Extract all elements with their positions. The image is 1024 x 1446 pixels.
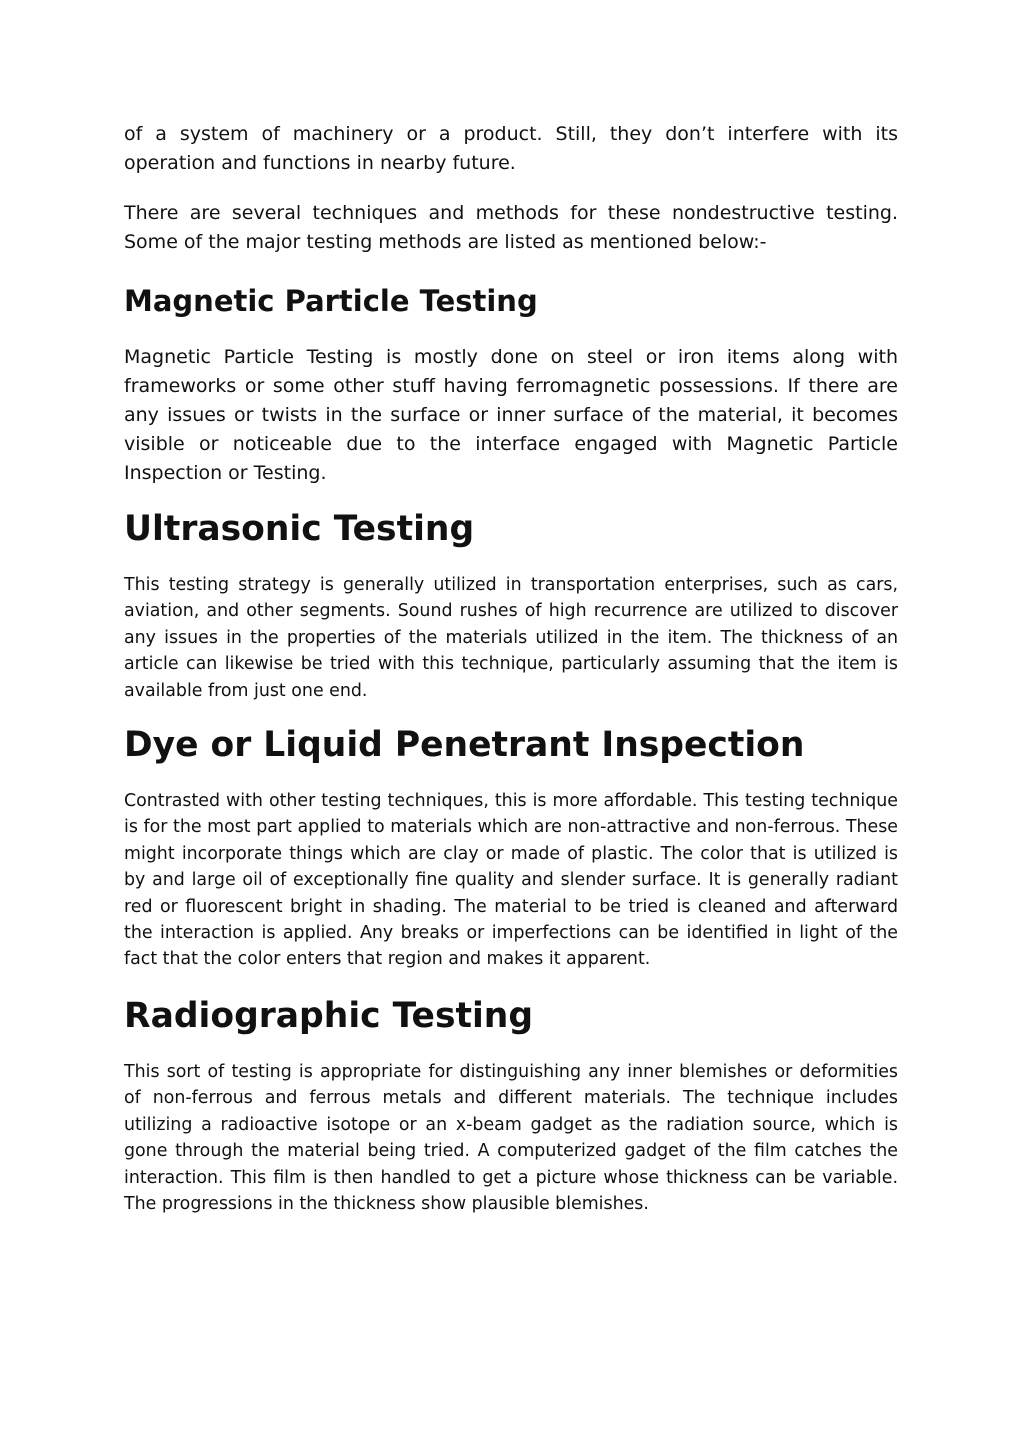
intro-paragraph: of a system of machinery or a product. Still, they don’t interfere with its operation and functions in nearby future. bbox=[124, 123, 898, 174]
section-body-radiographic-testing: This sort of testing is appropriate for distinguishing any inner blemishes or deformities of non-ferrous and ferrous metals and different materials. The technique includes utilizing a radioactive isotope or an x-beam gadget as the radiation source, which is gone through the material being tried. A computerized gadget of the film catches the interaction. This film is then handled to get a picture whose thickness can be variable. The progressions in the thickness show plausible blemishes. bbox=[124, 1061, 898, 1214]
section-heading-radiographic-testing: Radiographic Testing bbox=[124, 995, 534, 1036]
section-heading-ultrasonic-testing: Ultrasonic Testing bbox=[124, 509, 475, 549]
intro-paragraph: There are several techniques and methods for these nondestructive testing. Some of the major testing methods are listed as mentioned below:- bbox=[124, 202, 898, 253]
section-body-ultrasonic-testing: This testing strategy is generally utilized in transportation enterprises, such as cars, aviation, and other segments. Sound rushes of high recurrence are utilized to discover any issues in the properties of the materials utilized in the item. The thickness of an article can likewise be tried with this technique, particularly assuming that the item is available from just one end. bbox=[124, 575, 898, 701]
section-body-dye-penetrant-inspection: Contrasted with other testing techniques, this is more affordable. This testing technique is for the most part applied to materials which are non-attractive and non-ferrous. These might incorporate things which are clay or made of plastic. The color that is utilized is by and large oil of exceptionally fine quality and slender surface. It is generally radiant red or fluorescent bright in shading. The material to be tried is cleaned and afterward the interaction is applied. Any breaks or imperfections can be identified in light of the fact that the color enters that region and makes it apparent. bbox=[124, 791, 898, 970]
section-body-magnetic-particle-testing: Magnetic Particle Testing is mostly done on steel or iron items along with frameworks or some other stuff having ferromagnetic possessions. If there are any issues or twists in the surface or inner surface of the material, it becomes visible or noticeable due to the interface engaged with Magnetic Particle Inspection or Testing. bbox=[124, 346, 898, 484]
section-heading-magnetic-particle-testing: Magnetic Particle Testing bbox=[124, 284, 538, 318]
document-page bbox=[124, 120, 898, 1217]
section-heading-dye-penetrant-inspection: Dye or Liquid Penetrant Inspection bbox=[124, 725, 805, 766]
